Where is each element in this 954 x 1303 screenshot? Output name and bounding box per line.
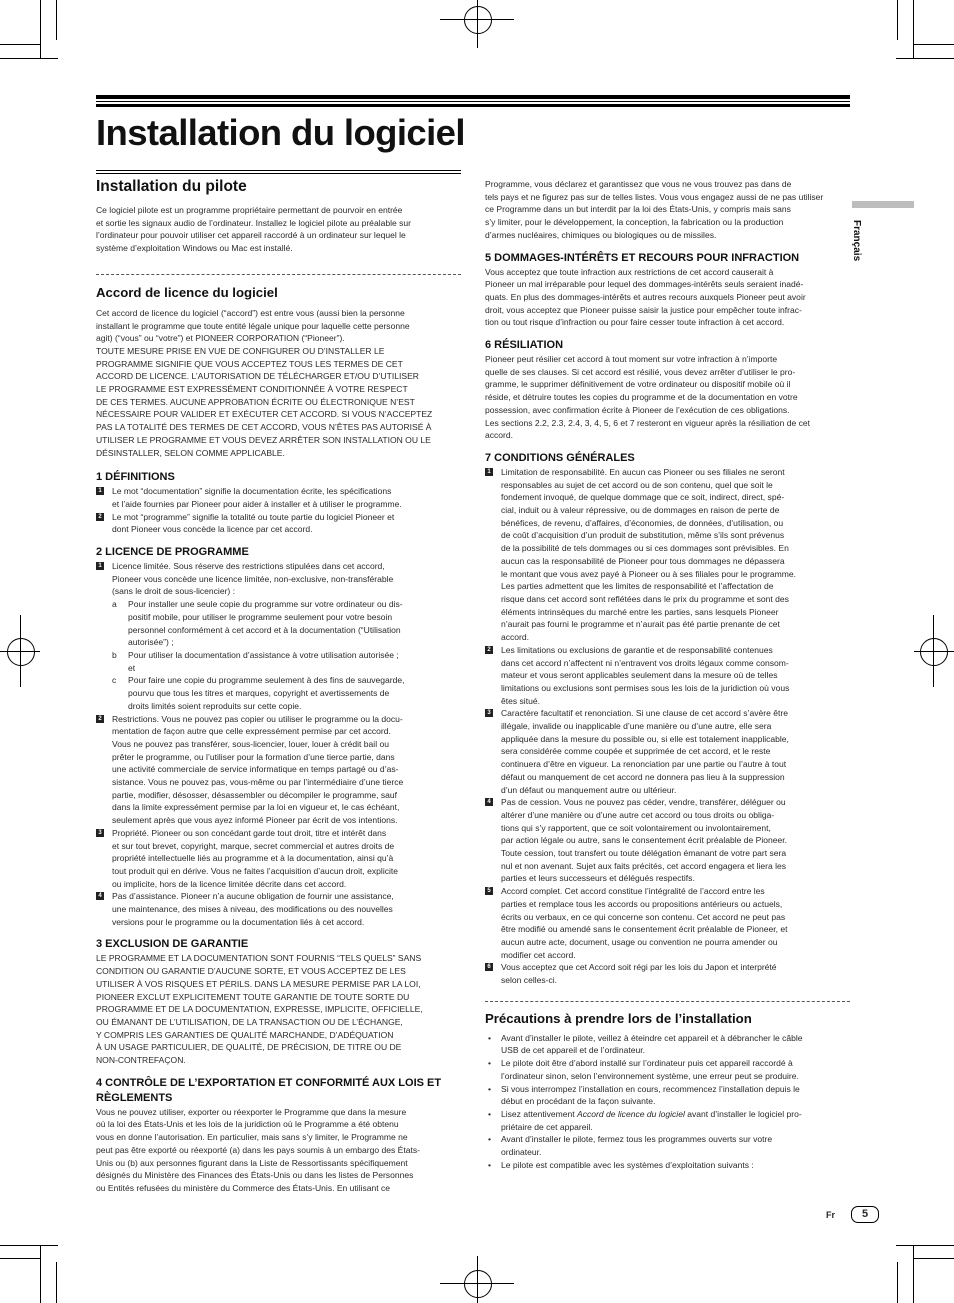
list-item xyxy=(485,466,850,644)
section-3-text: LE PROGRAMME ET LA DOCUMENTATION SONT FOURNIS “TELS QUELS” SANS CONDITION OU GARANTIE D’AUCUNE SORTE, ET VOUS ACCEPTEZ DE LES UTILISER À VOS RISQUES ET PÉRILS. DANS LA MESURE PERMISE PAR LA LOI, PIONEER EXCLUT EXPLICITEMENT TOUTE GARANTIE DE TOUTE SORTE DU PROGRAMME ET DE LA DOCUMENTATION, EXPRESSE, IMPLICITE, OFFICIELLE, OU ÉMANANT DE L’UTILISATION, DE LA TRANSACTION OU DE L’ÉCHANGE, Y COMPRIS LES GARANTIES DE QUALITÉ MARCHANDE, D’ADÉQUATION À UN USAGE PARTICULIER, DE QUALITÉ, DE PRÉCISION, DE TITRE OU DE NON-CONTREFAÇON. xyxy=(96,953,423,1066)
sub-item-text: Pour installer une seule copie du programme sur votre ordinateur ou dis- positif mobile, pour utiliser le programme seulement pour votre besoin personnel conformément à cet accord et à la documentation (“Utilisation autorisée”) ; xyxy=(128,599,403,648)
crop-mark xyxy=(896,58,954,59)
language-label: Français xyxy=(851,220,862,262)
list-item-text: Accord complet. Cet accord constitue l’intégralité de l’accord entre les parties et remplace tous les accords ou propositions antérieurs ou actuels, écrits ou verbaux, en ce qui concerne son contenu. Cet accord ne peut pas être modifié ou amendé sans le consentement écrit préalable de Pioneer, et aucun autre acte, document, usage ou convention ne pourra amender ou modifier cet accord. xyxy=(501,886,788,960)
list-item-text: Propriété. Pioneer ou son concédant garde tout droit, titre et intérêt dans et sur tout brevet, copyright, marque, secret commercial et autres droits de propriété intellectuelle liés au programme et à la documentation, ainsi qu’à tout produit qui en dérive. Vous ne faites l’acquisition d’aucun droit, explicite ou implicite, hors de la licence limitée décrite dans cet accord. xyxy=(112,827,399,889)
list-item-text: Lisez attentivement xyxy=(501,1109,578,1119)
number-badge: 3 xyxy=(485,709,493,717)
list-item xyxy=(485,885,850,961)
list-item xyxy=(485,796,850,885)
list-item xyxy=(96,827,461,891)
left-column xyxy=(96,170,461,1195)
list-item xyxy=(485,961,850,986)
pilote-text: Ce logiciel pilote est un programme propriétaire permettant de pourvoir en entrée et sortie les signaux audio de l’ordinateur. Installez le logiciel pilote au préalable sur l’ordinateur pour pouvoir utiliser cet appareil raccordé à un ordinateur sur lequel le système d’exploitation Windows ou Mac est installé. xyxy=(96,205,411,254)
crop-mark xyxy=(56,0,57,40)
crop-mark xyxy=(897,0,898,40)
number-badge: 2 xyxy=(485,646,493,654)
number-badge: 1 xyxy=(96,487,104,495)
crop-mark xyxy=(913,0,914,58)
number-badge: 2 xyxy=(96,715,104,723)
sub-letter: c xyxy=(112,675,117,686)
list-item-text: Pas de cession. Vous ne pouvez pas céder, vendre, transférer, déléguer ou altérer d’une manière ou d’une autre cet accord ou tous droits ou obliga- tions qui s’y rapportent, que ce soit volontairement ou involontairement, par action légale ou autre, sans le consentement écrit préalable de Pioneer. Toute cession, tout transfert ou toute délégation émanant de votre part sera nul et non avenant. Sujet aux faits précités, cet accord engagera et liera les parties et leurs successeurs et délégués respectifs. xyxy=(501,797,788,884)
number-badge: 4 xyxy=(96,892,104,900)
crop-mark xyxy=(40,1245,41,1303)
list-item: • Avant d’installer le pilote, fermez tous les programmes ouverts sur votre ordinateur. xyxy=(485,1133,850,1158)
list-item xyxy=(96,560,461,598)
crop-mark xyxy=(913,1245,914,1303)
list-item-text: Les limitations ou exclusions de garantie et de responsabilité contenues dans cet accord n’affectent ni n’entravent vos droits légaux comme consom- mateur et vous seront applicables seulement dans la mesure où de telles limitations ou exclusions sont permises sous les lois de la juridiction où vous êtes situé. xyxy=(501,644,790,706)
section-4-continued: Programme, vous déclarez et garantissez que vous ne vous trouvez pas dans de tels pays et ne figurez pas sur de telles listes. Vous vous engagez aussi de ne pas utiliser ce Programme dans un but interdit par la loi des États-Unis, y compris mais sans s’y limiter, pour le développement, la conception, la fabrication ou la production d’armes nucléaires, chimiques ou biologiques ou de missiles. xyxy=(485,179,824,240)
registration-circle xyxy=(464,1270,492,1298)
crop-mark xyxy=(914,1258,954,1259)
crop-mark xyxy=(914,44,954,45)
crop-mark xyxy=(0,1245,58,1246)
registration-circle xyxy=(920,638,948,666)
section-rule xyxy=(96,170,461,174)
precautions-list xyxy=(485,1032,850,1172)
registration-circle xyxy=(464,6,492,34)
sub-item-text: Pour utiliser la documentation d’assistance à votre utilisation autorisée ; et xyxy=(128,649,399,673)
list-item: • Le pilote doit être d’abord installé sur l’ordinateur puis cet appareil raccordé à l’ordinateur sinon, selon l’environnement système, une erreur peut se produire. xyxy=(485,1057,850,1082)
section-2-title: 2 LICENCE DE PROGRAMME xyxy=(96,546,249,559)
sub-item-text: Pour faire une copie du programme seulement à des fins de sauvegarde, pourvu que tous les titres et marques, copyright et avertissements de droits limités soient reproduits sur cette copie. xyxy=(128,675,405,711)
section-5-title: 5 DOMMAGES-INTÉRÊTS ET RECOURS POUR INFRACTION xyxy=(485,251,800,264)
number-badge: 2 xyxy=(96,513,104,521)
list-item-text: avant d’installer le logiciel pro- priétaire de cet appareil. xyxy=(501,1109,802,1132)
list-item xyxy=(96,485,461,510)
list-item-text: Caractère facultatif et renonciation. Si une clause de cet accord s’avère être illégale, invalide ou inapplicable d’une manière ou d’une autre, elle sera appliquée dans la mesure du possible ou, si elle est totalement inapplicable, sera considérée comme coupée et supprimée de cet accord, et le reste continuera d’être en vigueur. La renonciation par une partie ou l’autre à tout défaut ou manquement de cet accord ne donnera pas lieu à la suppression d’un défaut ou manquement autre ou ultérieur. xyxy=(501,708,789,795)
section-3-title: 3 EXCLUSION DE GARANTIE xyxy=(96,938,249,951)
list-item: • Si vous interrompez l’installation en cours, recommencez l’installation depuis le début en procédant de la façon suivante. xyxy=(485,1083,850,1108)
registration-circle xyxy=(7,638,35,666)
dashed-divider xyxy=(96,274,461,275)
list-item xyxy=(485,1108,850,1133)
section-5-text: Vous acceptez que toute infraction aux restrictions de cet accord causerait à Pioneer un mal irréparable pour lequel des dommages-intérêts seuls seraient inadé- quats. En plus des dommages-intérêts et autres recours auxquels Pioneer peut avoir droit, vous acceptez que Pioneer puisse saisir la justice pour empêcher toute infrac- tion ou tout risque d’infraction ou pour faire cesser toute infraction à cet accord. xyxy=(485,266,806,328)
number-badge: 3 xyxy=(96,829,104,837)
page-number: 5 xyxy=(851,1206,879,1223)
crop-mark xyxy=(897,1262,898,1303)
list-item-text: Vous acceptez que cet Accord soit régi par les lois du Japon et interprété selon celles-ci. xyxy=(501,962,777,986)
section-4-text: Vous ne pouvez utiliser, exporter ou réexporter le Programme que dans la mesure où la loi des États-Unis et les lois de la juridiction où le Programme a été obtenu vous en donne l’autorisation. En particulier, mais sans s’y limiter, le Programme ne peut pas être exporté ou réexporté (a) dans les pays soumis à un embargo des États- Unis ou (b) aux personnes figurant dans la Liste de Ressortissants spécifiquement désignés du Ministère des Finances des États-Unis ou dans les listes de Personnes ou Entités refusées du ministère du Commerce des États-Unis. En utilisant ce xyxy=(96,1106,421,1193)
list-item-text: Pas d’assistance. Pioneer n’a aucune obligation de fournir une assistance, une maintenance, des mises à niveau, des modifications ou des nouvelles versions pour le programme ou la documentation liés à cet accord. xyxy=(112,891,394,927)
sub-letter: a xyxy=(112,599,117,610)
section-1-title: 1 DÉFINITIONS xyxy=(96,471,175,484)
heading-licence: Accord de licence du logiciel xyxy=(96,284,278,300)
licence-terms: TOUTE MESURE PRISE EN VUE DE CONFIGURER OU D’INSTALLER LE PROGRAMME SIGNIFIE QUE VOUS ACCEPTEZ TOUS LES TERMES DE CET ACCORD DE LICENCE. L’AUTORISATION DE TÉLÉCHARGER ET/OU D’UTILISER LE PROGRAMME EST EXPRESSÉMENT CONDITIONNÉE À VOTRE RESPECT DE CES TERMES. AUCUNE APPROBATION ÉCRITE OU ÉLECTRONIQUE N’EST NÉCESSAIRE POUR VALIDER ET EXÉCUTER CET ACCORD. SI VOUS N’ACCEPTEZ PAS LA TOTALITÉ DES TERMES DE CET ACCORD, VOUS N’ÊTES PAS AUTORISÉ À UTILISER LE PROGRAMME ET VOUS DEVEZ ARRÊTER SON INSTALLATION OU LE DÉSINSTALLER, SELON COMME APPLICABLE. xyxy=(96,345,433,458)
number-badge: 6 xyxy=(485,963,493,971)
number-badge: 5 xyxy=(485,887,493,895)
list-item-text: Le mot “programme” signifie la totalité ou toute partie du logiciel Pioneer et dont Pioneer vous concède la licence par cet accord. xyxy=(112,511,395,535)
crop-mark xyxy=(0,44,40,45)
licence-intro: Cet accord de licence du logiciel (“accord”) est entre vous (aussi bien la personne installant le programme que toute entité légale unique pour laquelle cette personne agit) (“vous” ou “votre”) et PIONEER CORPORATION (“Pioneer”). xyxy=(96,307,410,344)
sub-item xyxy=(112,598,461,649)
list-item: • Avant d’installer le pilote, veillez à éteindre cet appareil et à débrancher le câble USB de cet appareil et de l’ordinateur. xyxy=(485,1032,850,1057)
header-bar xyxy=(96,95,850,107)
sub-letter: b xyxy=(112,649,117,660)
number-badge: 1 xyxy=(485,468,493,476)
section-4-title: 4 CONTRÔLE DE L’EXPORTATION ET CONFORMITÉ AUX LOIS ET RÈGLEMENTS xyxy=(96,1076,442,1104)
section-6-title: 6 RÉSILIATION xyxy=(485,339,564,352)
heading-precautions: Précautions à prendre lors de l’installation xyxy=(485,1010,752,1026)
crop-mark xyxy=(40,0,41,58)
crop-mark xyxy=(0,1258,40,1259)
right-column xyxy=(485,178,850,1172)
list-item: • Le pilote est compatible avec les systèmes d’exploitation suivants : xyxy=(485,1159,850,1172)
list-item xyxy=(96,511,461,536)
crop-mark xyxy=(56,1262,57,1303)
list-item-text: Restrictions. Vous ne pouvez pas copier ou utiliser le programme ou la docu- mentation de façon autre que celle expressément permise par cet accord. Vous ne pouvez pas transférer, sous-licencier, louer, louer à crédit bail ou prêter le programme, ou l’utiliser pour la formation d’une tierce partie, dans une activité commerciale de service informatique en temps partagé ou d’as- sistance. Vous ne pouvez pas, vous-même ou par l’intermédiaire d’une tierce partie, modifier, désosser, désassembler ou décompiler le programme, sauf dans la limite expressément permise par la loi en vigueur et, le cas échéant, seulement après que vous ayez informé Pioneer par écrit de vos intentions. xyxy=(112,713,404,826)
language-tab xyxy=(852,201,914,208)
sub-item xyxy=(112,649,461,674)
crop-mark xyxy=(896,1245,954,1246)
crop-mark xyxy=(0,58,58,59)
section-6-text: Pioneer peut résilier cet accord à tout moment sur votre infraction à n’importe quelle de ses clauses. Si cet accord est résilié, vous devez arrêter d’utiliser le pro- gramme, le supprimer définitivement de votre ordinateur ou dispositif mobile où il réside, et détruire toutes les copies du programme et de la documentation en votre possession, avec confirmation écrite à Pioneer de l’exécution de ces obligations. Les sections 2.2, 2.3, 2.4, 3, 4, 5, 6 et 7 resteront en vigueur après la résiliation de cet accord. xyxy=(485,354,810,441)
language-code: Fr xyxy=(826,1210,835,1220)
link-reference: Accord de licence du logiciel xyxy=(577,1109,685,1119)
list-item xyxy=(96,890,461,928)
section-7-title: 7 CONDITIONS GÉNÉRALES xyxy=(485,451,635,464)
heading-pilote: Installation du pilote xyxy=(96,178,247,195)
dashed-divider xyxy=(485,1001,850,1002)
list-item-text: Limitation de responsabilité. En aucun cas Pioneer ou ses filiales ne seront responsables au sujet de cet accord ou de son contenu, quel que soit le fondement invoqué, de quelque dommage que ce soit, indirect, direct, spé- cial, induit ou à valeur répressive, ou de dommages en raison de perte de bénéfices, de revenu, d’affaires, d’économies, de données, d’utilisation, ou de coût d’acquisition d’un produit de substitution, même s’ils sont prévenus de la possibilité de tels dommages ou si ces dommages sont prévisibles. En aucun cas la responsabilité de Pioneer pour tous dommages ne dépassera le montant que vous avez payé à Pioneer ou à ses filiales pour le programme. Les parties admettent que les limites de responsabilité et l’affectation de risque dans cet accord sont reflétées dans le prix du programme et sont des éléments intrinsèques du marché entre les parties, sans lesquels Pioneer n’aurait pas fourni le programme et n’aurait pas été partie prenante de cet accord. xyxy=(501,466,797,643)
list-item-text: Licence limitée. Sous réserve des restrictions stipulées dans cet accord, Pioneer vous concède une licence limitée, non-exclusive, non-transférable (sans le droit de sous-licencier) : xyxy=(112,561,394,597)
page-title: Installation du logiciel xyxy=(96,112,465,153)
sub-item xyxy=(112,674,461,712)
list-item xyxy=(485,644,850,708)
number-badge: 1 xyxy=(96,562,104,570)
list-item xyxy=(485,707,850,796)
list-item-text: Le mot “documentation” signifie la documentation écrite, les spécifications et l’aide fournies par Pioneer pour aider à installer et à utiliser le programme. xyxy=(112,486,402,509)
list-item xyxy=(96,713,461,827)
number-badge: 4 xyxy=(485,798,493,806)
